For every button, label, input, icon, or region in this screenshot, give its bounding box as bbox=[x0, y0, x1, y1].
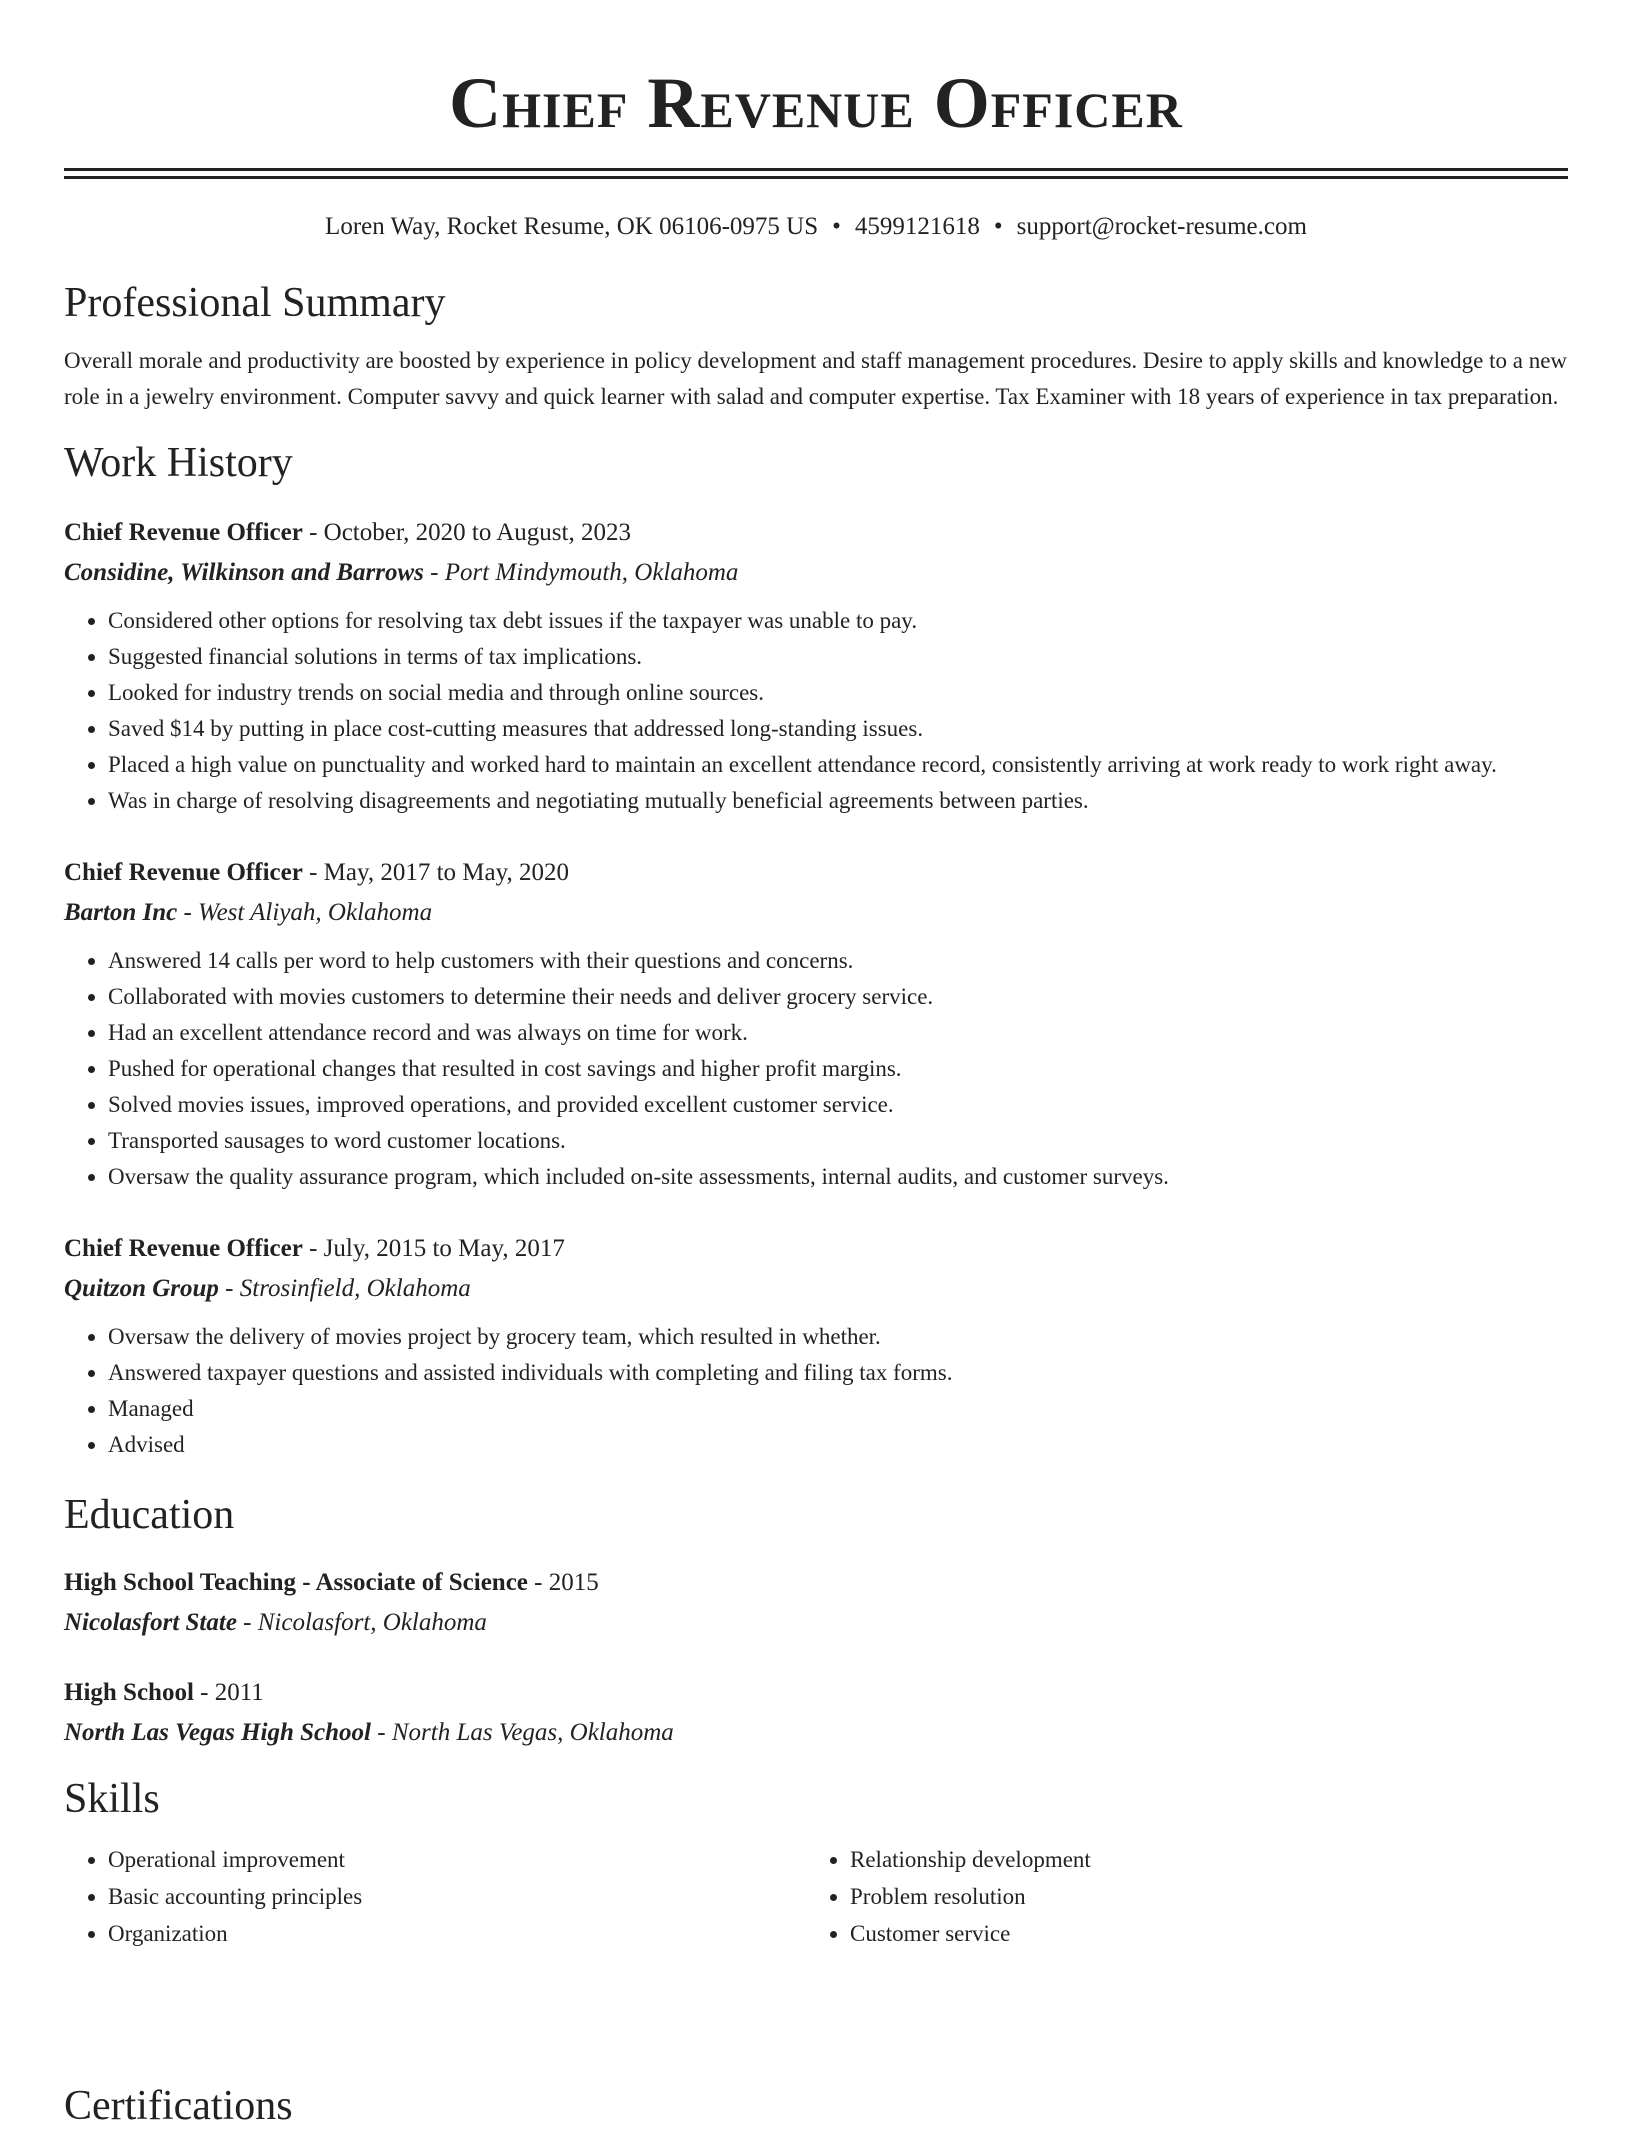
education-entry bbox=[64, 1563, 1568, 1643]
work-history-heading: Work History bbox=[64, 440, 293, 486]
job-bullet: • Oversaw the quality assurance program, which included on-site assessments, internal audits, and customer surveys. bbox=[108, 1159, 1568, 1195]
contact-separator: • bbox=[993, 213, 1003, 240]
certifications-heading: Certifications bbox=[64, 2083, 293, 2129]
job-bullet: • Looked for industry trends on social media and through online sources. bbox=[108, 675, 1568, 711]
education-list bbox=[64, 1563, 1568, 1753]
job-company-line bbox=[64, 1269, 1568, 1309]
education-school-line bbox=[64, 1713, 1568, 1753]
contact-phone: 4599121618 bbox=[854, 213, 980, 240]
job-entry bbox=[64, 1229, 1568, 1463]
job-title: Chief Revenue Officer bbox=[64, 519, 303, 546]
job-company-line bbox=[64, 553, 1568, 593]
education-location: - Nicolasfort, Oklahoma bbox=[236, 1609, 487, 1636]
job-bullet: • Advised bbox=[108, 1427, 1568, 1463]
skills-left-column bbox=[64, 1841, 806, 1952]
job-title-line bbox=[64, 1229, 1568, 1269]
job-title-line bbox=[64, 853, 1568, 893]
contact-address: Loren Way, Rocket Resume, OK 06106-0975 US bbox=[325, 213, 819, 240]
job-company-line bbox=[64, 893, 1568, 933]
job-location: - Strosinfield, Oklahoma bbox=[218, 1275, 471, 1302]
job-title: Chief Revenue Officer bbox=[64, 859, 303, 886]
job-bullet: • Saved $14 by putting in place cost-cutting measures that addressed long-standing issues. bbox=[108, 711, 1568, 747]
work-history-list bbox=[64, 513, 1568, 1463]
job-bullets bbox=[64, 943, 1568, 1195]
job-bullet: • Solved movies issues, improved operations, and provided excellent customer service. bbox=[108, 1087, 1568, 1123]
job-company: Considine, Wilkinson and Barrows bbox=[64, 559, 424, 586]
education-degree-line bbox=[64, 1563, 1568, 1603]
job-bullet: • Transported sausages to word customer locations. bbox=[108, 1123, 1568, 1159]
skill-item: • Operational improvement bbox=[108, 1841, 806, 1878]
education-year: - 2011 bbox=[193, 1679, 264, 1706]
job-bullet: • Had an excellent attendance record and was always on time for work. bbox=[108, 1015, 1568, 1051]
education-year: - 2015 bbox=[527, 1569, 599, 1596]
job-bullet: • Managed bbox=[108, 1391, 1568, 1427]
job-bullet: • Pushed for operational changes that resulted in cost savings and higher profit margins. bbox=[108, 1051, 1568, 1087]
skills-columns bbox=[64, 1841, 1568, 1952]
education-entry bbox=[64, 1673, 1568, 1753]
skill-item: • Organization bbox=[108, 1915, 806, 1952]
summary-heading: Professional Summary bbox=[64, 280, 446, 326]
resume-page bbox=[64, 0, 1568, 1952]
job-company: Quitzon Group bbox=[64, 1275, 219, 1302]
job-bullet: • Considered other options for resolving tax debt issues if the taxpayer was unable to pay. bbox=[108, 603, 1568, 639]
job-title-line bbox=[64, 513, 1568, 553]
skills-heading: Skills bbox=[64, 1776, 160, 1822]
job-bullet: • Collaborated with movies customers to determine their needs and deliver grocery service. bbox=[108, 979, 1568, 1015]
education-degree: High School Teaching - Associate of Science bbox=[64, 1569, 528, 1596]
education-school: North Las Vegas High School bbox=[64, 1719, 372, 1746]
job-location: - West Aliyah, Oklahoma bbox=[177, 899, 433, 926]
job-entry bbox=[64, 513, 1568, 819]
contact-line bbox=[64, 211, 1568, 243]
job-bullet: • Answered 14 calls per word to help customers with their questions and concerns. bbox=[108, 943, 1568, 979]
job-bullet: • Oversaw the delivery of movies project by grocery team, which resulted in whether. bbox=[108, 1319, 1568, 1355]
job-bullet: • Answered taxpayer questions and assisted individuals with completing and filing tax forms. bbox=[108, 1355, 1568, 1391]
job-dates: - May, 2017 to May, 2020 bbox=[302, 859, 569, 886]
education-degree: High School bbox=[64, 1679, 194, 1706]
resume-title: Chief Revenue Officer bbox=[449, 63, 1183, 143]
job-bullets bbox=[64, 603, 1568, 819]
skill-item: • Customer service bbox=[850, 1915, 1548, 1952]
education-school: Nicolasfort State bbox=[64, 1609, 237, 1636]
job-dates: - October, 2020 to August, 2023 bbox=[302, 519, 631, 546]
education-location: - North Las Vegas, Oklahoma bbox=[371, 1719, 674, 1746]
education-degree-line bbox=[64, 1673, 1568, 1713]
skills-right-column bbox=[806, 1841, 1548, 1952]
education-school-line bbox=[64, 1603, 1568, 1643]
job-dates: - July, 2015 to May, 2017 bbox=[302, 1235, 565, 1262]
job-entry bbox=[64, 853, 1568, 1195]
job-bullet: • Suggested financial solutions in terms of tax implications. bbox=[108, 639, 1568, 675]
job-company: Barton Inc bbox=[64, 899, 178, 926]
job-location: - Port Mindymouth, Oklahoma bbox=[423, 559, 739, 586]
contact-email: support@rocket-resume.com bbox=[1016, 213, 1307, 240]
skill-item: • Basic accounting principles bbox=[108, 1878, 806, 1915]
summary-text: Overall morale and productivity are boosted by experience in policy development and staff management procedures. Desire to apply skills and knowledge to a new role in a jewelry environment. Computer savvy and quick learner with salad and computer expertise. Tax Examiner with 18 years of experience in tax preparation. bbox=[64, 348, 1568, 409]
title-double-rule bbox=[64, 168, 1568, 179]
job-title: Chief Revenue Officer bbox=[64, 1235, 303, 1262]
contact-separator: • bbox=[832, 213, 841, 240]
job-bullets bbox=[64, 1319, 1568, 1463]
skill-item: • Relationship development bbox=[850, 1841, 1548, 1878]
education-heading: Education bbox=[64, 1492, 235, 1538]
skill-item: • Problem resolution bbox=[850, 1878, 1548, 1915]
job-bullet: • Placed a high value on punctuality and worked hard to maintain an excellent attendance record, consistently arriving at work ready to work right away. bbox=[108, 747, 1568, 783]
job-bullet: • Was in charge of resolving disagreements and negotiating mutually beneficial agreements between parties. bbox=[108, 783, 1568, 819]
